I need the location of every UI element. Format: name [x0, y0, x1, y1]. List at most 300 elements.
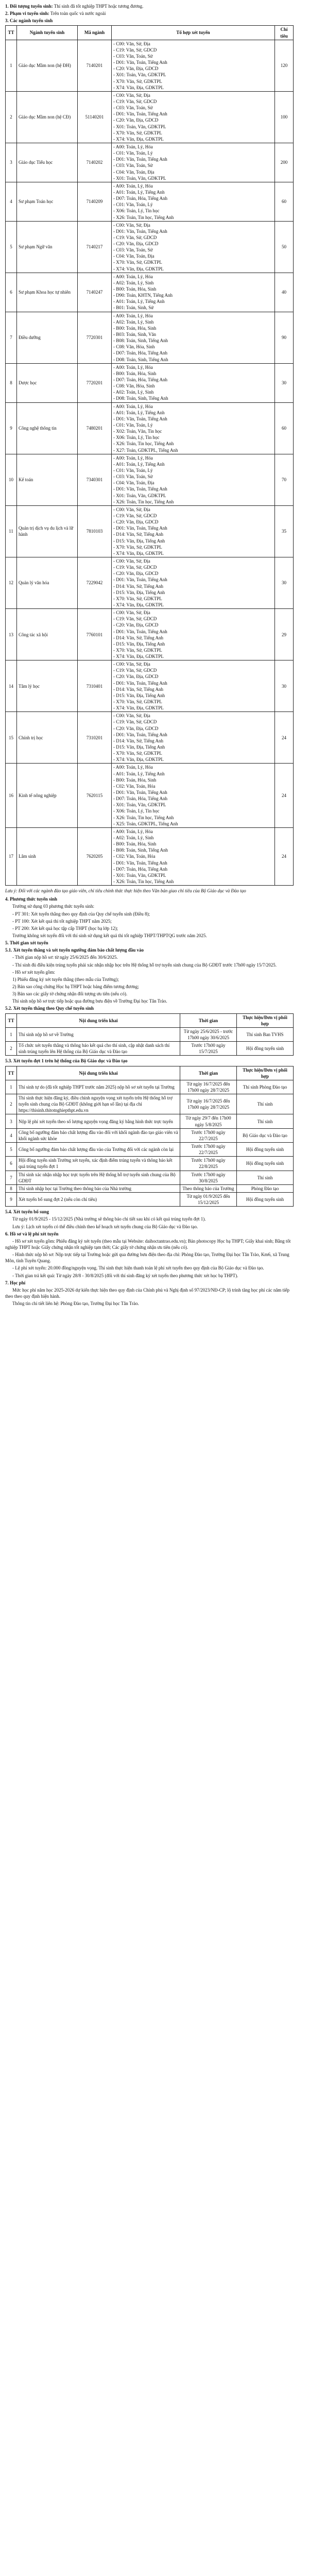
combination-item: - D15: Văn, Địa, Tiếng Anh: [113, 641, 165, 647]
table-row: [6, 363, 294, 402]
table-row: [6, 1193, 294, 1207]
schedule-header-cell: Thực hiện/Đơn vị phối hợp: [237, 1066, 294, 1080]
subject-combinations: [112, 454, 275, 505]
task-time: Theo thông báo của Trường: [180, 1184, 237, 1192]
combination-item: - X01: Toán, Văn, GDKTPL: [113, 72, 166, 78]
row-number: 10: [6, 454, 17, 505]
combination-item: - D01: Văn, Toán, Tiếng Anh: [113, 680, 167, 686]
section-1-title: 1. Đối tượng tuyển sinh:: [5, 4, 53, 9]
major-name: Sư phạm Ngữ văn: [17, 221, 78, 273]
table-row: [6, 312, 294, 363]
row-number: 3: [6, 1114, 17, 1128]
task-unit: Hội đồng tuyển sinh: [237, 1143, 294, 1157]
subject-combinations: [112, 143, 275, 182]
text-line: - Thời gian nộp hồ sơ: từ ngày 25/6/2025 đến 30/6/2025.: [12, 955, 118, 960]
combination-item: - C02: Văn, Toán, Hóa: [113, 783, 156, 789]
major-code: 7480201: [78, 402, 112, 454]
combination-item: - B00: Toán, Hóa, Sinh: [113, 325, 157, 331]
combination-item: - X74: Văn, Địa, GDKTPL: [113, 705, 164, 711]
combination-item: - C19: Văn, Sử, GDCD: [113, 47, 157, 53]
table-row: [6, 1157, 294, 1171]
row-number: 15: [6, 712, 17, 764]
subject-combinations: [112, 505, 275, 557]
section-5-1-tail: Thí sinh nộp hồ sơ trực tiếp hoặc qua đường bưu điện về Trường Đại học Tân Trào.: [12, 998, 167, 1004]
row-number: 8: [6, 363, 17, 402]
section-2: [5, 10, 294, 16]
combination-item: - B00: Toán, Hóa, Sinh: [113, 841, 157, 847]
quota: 30: [275, 557, 294, 608]
quota: 60: [275, 402, 294, 454]
row-number: 11: [6, 505, 17, 557]
row-number: 4: [6, 182, 17, 221]
task-content: Xét tuyển bổ sung đợt 2 (nếu còn chỉ tiêu): [17, 1193, 180, 1207]
combination-item: - A02: Toán, Lý, Sinh: [113, 835, 154, 840]
text-line: - PT 100: Xét kết quả thi tốt nghiệp THPT năm 2025;: [12, 918, 112, 924]
majors-header-cell: TT: [6, 26, 17, 40]
combination-item: - C04: Văn, Toán, Địa: [113, 480, 154, 486]
combination-item: - C04: Văn, Toán, Địa: [113, 169, 154, 175]
row-number: 4: [6, 1128, 17, 1142]
combination-item: - C08: Văn, Hóa, Sinh: [113, 383, 155, 389]
task-unit: Thí sinh: [237, 1114, 294, 1128]
row-number: 2: [6, 1042, 17, 1056]
combination-item: - C00: Văn, Sử, Địa: [113, 92, 150, 98]
section-4-title: 4. Phương thức tuyển sinh: [5, 896, 58, 902]
major-name: Giáo dục Mầm non (hệ CĐ): [17, 91, 78, 143]
combination-item: - D14: Văn, Sử, Tiếng Anh: [113, 583, 163, 589]
row-number: 2: [6, 1094, 17, 1114]
task-content: Tổ chức xét tuyển thẳng và thông báo kết quả cho thí sinh, cập nhật danh sách thí sinh trúng tuyển lên Hệ thống của Bộ Giáo dục và Đào tạo: [17, 1042, 180, 1056]
combination-item: - X06: Toán, Lý, Tin học: [113, 808, 160, 814]
schedule-header-cell: Nội dung triển khai: [17, 1066, 180, 1080]
combination-item: - C00: Văn, Sử, Địa: [113, 662, 150, 667]
combination-item: - X74: Văn, Địa, GDKTPL: [113, 136, 164, 142]
combination-item: - C20: Văn, Địa, GDCD: [113, 241, 159, 247]
task-content: Thí sinh xác nhận nhập học trực tuyến trên Hệ thống hỗ trợ tuyển sinh chung của Bộ GDĐT: [17, 1171, 180, 1184]
major-name: Giáo dục Mầm non (hệ ĐH): [17, 40, 78, 91]
combination-item: - A02: Toán, Lý, Sinh: [113, 319, 154, 325]
task-content: Hội đồng tuyển sinh Trường xét tuyển, xác định điểm trúng tuyển và thông báo kết quả trúng tuyển đợt 1: [17, 1157, 180, 1171]
task-unit: Hội đồng tuyển sinh: [237, 1157, 294, 1171]
task-time: Trước 17h00 ngày 22/7/2025: [180, 1128, 237, 1142]
major-name: Lâm sinh: [17, 827, 78, 885]
combination-item: - A00: Toán, Lý, Hóa: [113, 313, 153, 318]
task-content: Thí sinh nộp hồ sơ về Trường: [17, 1027, 180, 1041]
section-7-text: [5, 1287, 294, 1307]
combination-item: - X01: Toán, Văn, GDKTPL: [113, 493, 166, 498]
combination-item: - X26: Toán, Tin học, Tiếng Anh: [113, 214, 174, 220]
combination-item: - D01: Văn, Toán, Tiếng Anh: [113, 629, 167, 634]
task-content: Thí sinh tự do (đã tốt nghiệp THPT trước năm 2025) nộp hồ sơ xét tuyển tại Trường: [17, 1080, 180, 1094]
combination-item: - C19: Văn, Sử, GDCD: [113, 98, 157, 104]
schedule-header-cell: Nội dung triển khai: [17, 1013, 180, 1027]
subject-combinations: [112, 712, 275, 764]
combination-item: - X74: Văn, Địa, GDKTPL: [113, 757, 164, 762]
subject-combinations: [112, 402, 275, 454]
table-row: [6, 454, 294, 505]
schedule-table-2: [5, 1066, 294, 1207]
combination-item: - A00: Toán, Lý, Hóa: [113, 274, 153, 279]
task-time: Trước 17h00 ngày 22/7/2025: [180, 1143, 237, 1157]
combination-item: - C20: Văn, Địa, GDCD: [113, 725, 159, 731]
task-time: Trước 17h00 ngày 30/8/2025: [180, 1171, 237, 1184]
task-unit: Thí sinh Ban TVHS: [237, 1027, 294, 1041]
combination-item: - A01: Toán, Lý, Tiếng Anh: [113, 189, 165, 195]
combination-item: - A00: Toán, Lý, Hóa: [113, 455, 153, 461]
combination-item: - X25: Toán, GDKTPL, Tiếng Anh: [113, 821, 178, 826]
combination-item: - X26: Toán, Tin học, Tiếng Anh: [113, 878, 174, 884]
quota: 29: [275, 609, 294, 660]
quota: 60: [275, 182, 294, 221]
task-content: Công bố ngưỡng đảm bảo chất lượng đầu vào của Trường đối với các ngành còn lại: [17, 1143, 180, 1157]
major-code: 7140247: [78, 273, 112, 312]
table-row: [6, 402, 294, 454]
combination-item: - C00: Văn, Sử, Địa: [113, 558, 150, 564]
table-row: [6, 827, 294, 885]
row-number: 6: [6, 273, 17, 312]
major-name: Tâm lý học: [17, 660, 78, 712]
major-code: 7140202: [78, 143, 112, 182]
combination-item: - X06: Toán, Lý, Tin học: [113, 435, 160, 440]
section-5-title: 5. Thời gian xét tuyển: [5, 940, 48, 946]
major-name: Điều dưỡng: [17, 312, 78, 363]
text-line: Lưu ý: Lịch xét tuyển có thể điều chỉnh theo kế hoạch xét tuyển chung của Bộ Giáo dục và Đào tạo.: [12, 1224, 198, 1229]
subject-combinations: [112, 312, 275, 363]
table-row: [6, 221, 294, 273]
combination-item: - X70: Văn, Sử, GDKTPL: [113, 647, 162, 653]
task-unit: Hội đồng tuyển sinh: [237, 1193, 294, 1207]
text-line: 1) Phiếu đăng ký xét tuyển thẳng (theo mẫu của Trường);: [12, 976, 119, 982]
section-2-text: Trên toàn quốc và nước ngoài: [50, 11, 106, 16]
combination-item: - C19: Văn, Sử, GDCD: [113, 719, 157, 725]
major-code: 7140209: [78, 182, 112, 221]
quota: 24: [275, 764, 294, 827]
table-row: [6, 1128, 294, 1142]
combination-item: - A00: Toán, Lý, Hóa: [113, 403, 153, 409]
text-line: - PT 200: Xét kết quả học tập cấp THPT (học bạ lớp 12);: [12, 925, 118, 931]
combination-item: - C20: Văn, Địa, GDCD: [113, 674, 159, 680]
row-number: 2: [6, 91, 17, 143]
task-time: Trước 17h00 ngày 15/7/2025: [180, 1042, 237, 1056]
task-time: Từ ngày 01/9/2025 đến 15/12/2025: [180, 1193, 237, 1207]
major-code: 7340301: [78, 454, 112, 505]
section-4-list: [5, 911, 294, 939]
combination-item: - X70: Văn, Sử, GDKTPL: [113, 596, 162, 601]
text-line: - Hồ sơ xét tuyển gồm:: [12, 969, 55, 975]
combination-item: - X01: Toán, Văn, GDKTPL: [113, 175, 166, 181]
section-7-title: 7. Học phí: [5, 1280, 26, 1285]
combination-item: - X74: Văn, Địa, GDKTPL: [113, 266, 164, 272]
majors-header-cell: Tổ hợp xét tuyển: [112, 26, 275, 40]
combination-item: - A01: Toán, Lý, Tiếng Anh: [113, 410, 165, 415]
combination-item: - B00: Toán, Hóa, Sinh: [113, 777, 157, 783]
quota: 35: [275, 505, 294, 557]
subject-combinations: [112, 660, 275, 712]
combination-item: - D07: Toán, Hóa, Tiếng Anh: [113, 796, 167, 802]
task-unit: Hội đồng tuyển sinh: [237, 1042, 294, 1056]
subject-combinations: [112, 609, 275, 660]
subject-combinations: [112, 221, 275, 273]
major-code: 7620115: [78, 764, 112, 827]
combination-item: - X74: Văn, Địa, GDKTPL: [113, 654, 164, 659]
combination-item: - D01: Văn, Toán, Tiếng Anh: [113, 60, 167, 65]
combination-item: - C19: Văn, Sử, GDCD: [113, 513, 157, 518]
combination-item: - C20: Văn, Địa, GDCD: [113, 66, 159, 72]
schedule-header-cell: Thời gian: [180, 1013, 237, 1027]
section-1-text: Thí sinh đã tốt nghiệp THPT hoặc tương đương.: [54, 4, 144, 9]
table-row: [6, 1114, 294, 1128]
task-time: Trước 17h00 ngày 22/8/2025: [180, 1157, 237, 1171]
quota-note: Lưu ý: Đối với các ngành đào tạo giáo viên, chỉ tiêu chính thức thực hiện theo Văn bản giao chỉ tiêu của Bộ Giáo dục và Đào tạo: [5, 888, 246, 894]
combination-item: - C01: Văn, Toán, Lý: [113, 150, 153, 156]
combination-item: - A00: Toán, Lý, Hóa: [113, 364, 153, 370]
section-5-1-list: [5, 954, 294, 997]
major-name: Công nghệ thông tin: [17, 402, 78, 454]
combination-item: - X26: Toán, Tin học, Tiếng Anh: [113, 441, 174, 447]
table-row: [6, 1143, 294, 1157]
combination-item: - X26: Toán, Tin học, Tiếng Anh: [113, 815, 174, 820]
combination-item: - C03: Văn, Toán, Sử: [113, 105, 153, 111]
combination-item: - X01: Toán, Văn, GDKTPL: [113, 124, 166, 129]
combination-item: - D08: Toán, Sinh, Tiếng Anh: [113, 396, 168, 401]
combination-item: - D08: Toán, Sinh, Tiếng Anh: [113, 357, 168, 362]
text-line: Từ ngày 01/9/2025 - 15/12/2025 (Nhà trường sẽ thông báo chi tiết sau khi có kết quả trúng tuyển đợt 1).: [12, 1216, 206, 1222]
combination-item: - D15: Văn, Địa, Tiếng Anh: [113, 538, 165, 544]
combination-item: - C20: Văn, Địa, GDCD: [113, 117, 159, 123]
quota: 100: [275, 91, 294, 143]
combination-item: - C00: Văn, Sử, Địa: [113, 222, 150, 228]
quota: 30: [275, 660, 294, 712]
quota: 200: [275, 143, 294, 182]
subject-combinations: [112, 363, 275, 402]
major-name: Chính trị học: [17, 712, 78, 764]
combination-item: - B00: Toán, Hóa, Sinh: [113, 370, 157, 376]
schedule-header-cell: Thực hiện/Đơn vị phối hợp: [237, 1013, 294, 1027]
major-name: Quản trị dịch vụ du lịch và lữ hành: [17, 505, 78, 557]
row-number: 17: [6, 827, 17, 885]
quota: 24: [275, 712, 294, 764]
text-line: Mức học phí năm học 2025-2026 dự kiến thực hiện theo quy định của Chính phủ và Nghị định số 97/2023/NĐ-CP; lộ trình tăng học phí các năm tiếp theo theo quy định hiện hành.: [5, 1287, 290, 1299]
task-unit: Phòng Đào tạo: [237, 1184, 294, 1192]
row-number: 9: [6, 1193, 17, 1207]
major-code: 7310401: [78, 660, 112, 712]
combination-item: - D90: Toán, KHTN, Tiếng Anh: [113, 293, 173, 298]
combination-item: - D01: Văn, Toán, Tiếng Anh: [113, 228, 167, 234]
table-row: [6, 273, 294, 312]
major-name: Sư phạm Toán học: [17, 182, 78, 221]
table-row: [6, 660, 294, 712]
combination-item: - X70: Văn, Sử, GDKTPL: [113, 544, 162, 550]
combination-item: - X74: Văn, Địa, GDKTPL: [113, 550, 164, 556]
combination-item: - A00: Toán, Lý, Hóa: [113, 765, 153, 770]
combination-item: - C01: Văn, Toán, Lý: [113, 422, 153, 428]
subject-combinations: [112, 182, 275, 221]
combination-item: - X70: Văn, Sử, GDKTPL: [113, 78, 162, 84]
combination-item: - A02: Toán, Lý, Sinh: [113, 389, 154, 395]
row-number: 5: [6, 1143, 17, 1157]
quota: 70: [275, 454, 294, 505]
combination-item: - C03: Văn, Toán, Sử: [113, 163, 153, 168]
schedule-header-cell: TT: [6, 1066, 17, 1080]
text-line: Thông tin chi tiết liên hệ: Phòng Đào tạo, Trường Đại học Tân Trào.: [12, 1301, 139, 1307]
combination-item: - X27: Toán, GDKTPL, Tiếng Anh: [113, 447, 178, 453]
major-code: 7620205: [78, 827, 112, 885]
table-row: [6, 764, 294, 827]
section-4-intro: Trường sử dụng 03 phương thức tuyển sinh:: [12, 904, 94, 909]
quota: 24: [275, 827, 294, 885]
task-time: Từ ngày 16/7/2025 đến 17h00 ngày 28/7/2025: [180, 1094, 237, 1114]
combination-item: - D14: Văn, Sử, Tiếng Anh: [113, 635, 163, 640]
combination-item: - C03: Văn, Toán, Sử: [113, 474, 153, 480]
combination-item: - X70: Văn, Sử, GDKTPL: [113, 130, 162, 135]
table-row: [6, 182, 294, 221]
subject-combinations: [112, 91, 275, 143]
major-name: Dược học: [17, 363, 78, 402]
combination-item: - D07: Toán, Hóa, Tiếng Anh: [113, 350, 167, 356]
combination-item: - B08: Toán, Sinh, Tiếng Anh: [113, 848, 168, 853]
combination-item: - B00: Toán, Hóa, Sinh: [113, 286, 157, 292]
combination-item: - C19: Văn, Sử, GDCD: [113, 616, 157, 622]
combination-item: - A01: Toán, Lý, Tiếng Anh: [113, 299, 165, 304]
combination-item: - D07: Toán, Hóa, Tiếng Anh: [113, 196, 167, 201]
combination-item: - C03: Văn, Toán, Sử: [113, 53, 153, 59]
combination-item: - D01: Văn, Toán, Tiếng Anh: [113, 732, 167, 737]
row-number: 6: [6, 1157, 17, 1171]
row-number: 14: [6, 660, 17, 712]
text-line: - Thời gian trả kết quả: Từ ngày 28/8 - 30/8/2025 (đối với thí sinh đăng ký xét tuyển theo phương thức xét học bạ THPT).: [12, 1273, 238, 1278]
combination-item: - C20: Văn, Địa, GDCD: [113, 622, 159, 628]
section-5-4-title: 5.4. Xét tuyển bổ sung: [5, 1209, 49, 1215]
row-number: 3: [6, 143, 17, 182]
text-line: 2) Bản sao công chứng Học bạ THPT hoặc bảng điểm tương đương;: [12, 984, 139, 989]
table-2-title: 5.2. Xét tuyển thẳng theo Quy chế tuyển sinh: [5, 1006, 94, 1011]
text-line: - Hồ sơ xét tuyển gồm: Phiếu đăng ký xét tuyển (theo mẫu tại Website: daihoctantrao.edu.vn); Bản photocopy Học bạ THPT; Giấy khai sinh; Bằng tốt nghiệp THPT hoặc Giấy chứng nhận tốt nghiệp tạm thời; Các giấy tờ chứng nhận ưu tiên (nếu có).: [5, 1238, 291, 1250]
combination-item: - D15: Văn, Địa, Tiếng Anh: [113, 692, 165, 698]
row-number: 1: [6, 40, 17, 91]
major-name: Quản lý văn hóa: [17, 557, 78, 608]
combination-item: - C19: Văn, Sử, GDCD: [113, 668, 157, 673]
section-3-title: 3. Các ngành tuyển sinh: [5, 18, 53, 24]
subject-combinations: [112, 40, 275, 91]
row-number: 1: [6, 1080, 17, 1094]
major-name: Giáo dục Tiểu học: [17, 143, 78, 182]
section-6-title: 6. Hồ sơ và lệ phí xét tuyển: [5, 1231, 59, 1236]
major-code: 7720301: [78, 312, 112, 363]
combination-item: - X74: Văn, Địa, GDKTPL: [113, 602, 164, 607]
combination-item: - D07: Toán, Hóa, Tiếng Anh: [113, 866, 167, 872]
task-unit: Bộ Giáo dục và Đào tạo: [237, 1128, 294, 1142]
task-content: Thí sinh thực hiện đăng ký, điều chỉnh nguyện vọng xét tuyển trên Hệ thống hỗ trợ tuyển sinh chung của Bộ GDĐT (không giới hạn số lần) tại địa chỉ https://thisinh.thitotnghiepthpt.edu.vn: [17, 1094, 180, 1114]
row-number: 9: [6, 402, 17, 454]
combination-item: - D01: Văn, Toán, Tiếng Anh: [113, 416, 167, 421]
major-code: 7760101: [78, 609, 112, 660]
section-2-title: 2. Phạm vi tuyển sinh:: [5, 11, 49, 16]
major-code: 7720201: [78, 363, 112, 402]
task-time: Từ ngày 29/7 đến 17h00 ngày 5/8/2025: [180, 1114, 237, 1128]
major-code: 7140217: [78, 221, 112, 273]
table-row: [6, 712, 294, 764]
combination-item: - D01: Văn, Toán, Tiếng Anh: [113, 157, 167, 162]
quota: 90: [275, 312, 294, 363]
combination-item: - A01: Toán, Lý, Tiếng Anh: [113, 771, 165, 776]
combination-item: - X70: Văn, Sử, GDKTPL: [113, 699, 162, 705]
task-unit: Thí sinh: [237, 1171, 294, 1184]
major-code: 7310201: [78, 712, 112, 764]
quota: 40: [275, 273, 294, 312]
major-code: 7810103: [78, 505, 112, 557]
combination-item: - D07: Toán, Hóa, Tiếng Anh: [113, 377, 167, 383]
combination-item: - C01: Văn, Toán, Lý: [113, 467, 153, 473]
combination-item: - C00: Văn, Sử, Địa: [113, 713, 150, 719]
major-name: Công tác xã hội: [17, 609, 78, 660]
text-line: - PT 301: Xét tuyển thẳng theo quy định của Quy chế tuyển sinh (Điều 8);: [12, 911, 150, 917]
combination-item: - D14: Văn, Sử, Tiếng Anh: [113, 532, 163, 537]
table-row: [6, 1080, 294, 1094]
combination-item: - D01: Văn, Toán, Tiếng Anh: [113, 860, 167, 866]
combination-item: - D01: Văn, Toán, Tiếng Anh: [113, 526, 167, 531]
combination-item: - B01: Toán, Sinh, Sử: [113, 305, 154, 311]
combination-item: - B03: Toán, Sinh, Văn: [113, 332, 157, 337]
quota: 30: [275, 363, 294, 402]
table-row: [6, 557, 294, 608]
subject-combinations: [112, 557, 275, 608]
row-number: 13: [6, 609, 17, 660]
combination-item: - D14: Văn, Sử, Tiếng Anh: [113, 686, 163, 692]
row-number: 5: [6, 221, 17, 273]
table-row: [6, 505, 294, 557]
majors-header-cell: Chỉ tiêu: [275, 26, 294, 40]
table-row: [6, 1184, 294, 1192]
task-time: Từ ngày 25/6/2025 - trước 17h00 ngày 30/6/2025: [180, 1027, 237, 1041]
combination-item: - C20: Văn, Địa, GDCD: [113, 519, 159, 525]
subject-combinations: [112, 764, 275, 827]
major-code: 7140201: [78, 40, 112, 91]
row-number: 7: [6, 312, 17, 363]
document: [0, 0, 299, 1310]
combination-item: - C00: Văn, Sử, Địa: [113, 41, 150, 46]
combination-item: - A00: Toán, Lý, Hóa: [113, 828, 153, 834]
combination-item: - D01: Văn, Toán, Tiếng Anh: [113, 486, 167, 492]
combination-item: - A02: Toán, Lý, Sinh: [113, 280, 154, 285]
text-line: - Lệ phí xét tuyển: 20.000 đồng/nguyện vọng. Thí sinh thực hiện thanh toán lệ phí xét tuyển theo quy định của Bộ Giáo dục và Đào tạo.: [12, 1265, 264, 1271]
combination-item: - B08: Toán, Sinh, Tiếng Anh: [113, 338, 168, 344]
majors-header-cell: Ngành tuyển sinh: [17, 26, 78, 40]
text-line: Trường không xét tuyển đối với thí sinh sử dụng kết quả thi tốt nghiệp THPT/THPTQG trước năm 2025.: [12, 933, 207, 938]
majors-header-cell: Mã ngành: [78, 26, 112, 40]
section-1: [5, 3, 294, 9]
major-name: Kinh tế nông nghiệp: [17, 764, 78, 827]
row-number: 8: [6, 1184, 17, 1192]
combination-item: - X26: Toán, Tin học, Tiếng Anh: [113, 499, 174, 504]
schedule-header-cell: Thời gian: [180, 1066, 237, 1080]
table-row: [6, 91, 294, 143]
combination-item: - C02: Văn, Toán, Hóa: [113, 854, 156, 859]
quota: 50: [275, 221, 294, 273]
quota: 120: [275, 40, 294, 91]
combination-item: - D01: Văn, Toán, Tiếng Anh: [113, 111, 167, 117]
major-code: 51140201: [78, 91, 112, 143]
table-3-title: 5.3. Xét tuyển đợt 1 trên hệ thống của Bộ Giáo dục và Đào tạo: [5, 1058, 128, 1064]
schedule-header-cell: TT: [6, 1013, 17, 1027]
combination-item: - C00: Văn, Sử, Địa: [113, 506, 150, 512]
table-row: [6, 1094, 294, 1114]
schedule-table-1: [5, 1013, 294, 1056]
combination-item: - D15: Văn, Địa, Tiếng Anh: [113, 589, 165, 595]
row-number: 1: [6, 1027, 17, 1041]
task-time: Từ ngày 16/7/2025 đến 17h00 ngày 28/7/2025: [180, 1080, 237, 1094]
table-row: [6, 609, 294, 660]
row-number: 12: [6, 557, 17, 608]
